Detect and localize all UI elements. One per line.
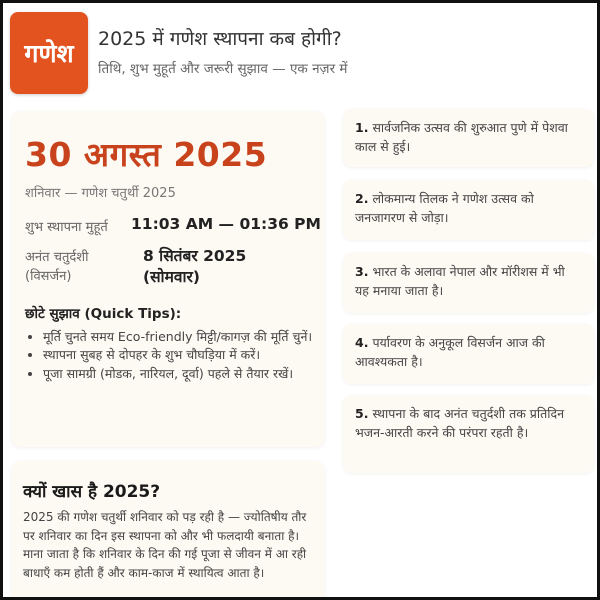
fact-number: 1. [355,120,369,135]
tip-item: • स्थापना सुबह से दोपहर के शुभ चौघड़िया में करें। [43,346,313,363]
why-card [11,461,325,600]
date-card [11,111,325,447]
muhurat-value: 11:03 AM — 01:36 PM [131,215,321,233]
visarjan-label-line1: अनंत चतुर्दशी [25,250,89,265]
logo: गणेश [10,12,88,94]
why-body: 2025 की गणेश चतुर्थी शनिवार को पड़ रही है — ज्योतिषीय तौर पर शनिवार का दिन इस स्थापना को और भी फलदायी बनाता है। माना जाता है कि शनिवार के दिन की गई पूजा से जीवन में आ रही बाधाएँ कम होती हैं और काम-काज में स्थायित्व आता है। [23,510,307,580]
visarjan-date: 8 सितंबर 2025 [143,247,247,265]
day-line: शनिवार — गणेश चतुर्थी 2025 [25,186,176,201]
muhurat-label: शुभ स्थापना मुहूर्त [25,220,108,235]
visarjan-day: (सोमवार) [143,267,200,286]
fact-number: 4. [355,335,369,350]
tips-list [43,328,313,383]
fact-number: 5. [355,406,369,421]
tip-item: • पूजा सामग्री (मोडक, नारियल, दूर्वा) पहले से तैयार रखें। [43,365,313,382]
fact-card [343,324,594,384]
fact-text: सार्वजनिक उत्सव की शुरुआत पुणे में पेशवा काल से हुई। [355,120,568,154]
main-date: 30 अगस्त 2025 [25,135,268,174]
fact-text: भारत के अलावा नेपाल और मॉरीशस में भी यह मनाया जाता है। [355,264,565,298]
fact-card [343,109,594,167]
fact-number: 3. [355,264,369,279]
why-title: क्यों खास है 2025? [23,482,161,502]
fact-number: 2. [355,191,369,206]
page-subtitle: तिथि, शुभ मुहूर्त और जरूरी सुझाव — एक नज़र में [98,61,348,77]
tip-item: • मूर्ति चुनते समय Eco-friendly मिट्टी/कागज़ की मूर्ति चुनें। [43,328,313,345]
fact-text: पर्यावरण के अनुकूल विसर्जन आज की आवश्यकता है। [355,335,545,369]
fact-text: लोकमान्य तिलक ने गणेश उत्सव को जनजागरण से जोड़ा। [355,191,534,225]
page-title: 2025 में गणेश स्थापना कब होगी? [98,28,342,50]
fact-card [343,253,594,313]
visarjan-label-line2: (विसर्जन) [25,268,72,284]
visarjan-label [25,249,125,287]
header [6,6,598,98]
fact-card [343,395,594,473]
fact-text: स्थापना के बाद अनंत चतुर्दशी तक प्रतिदिन भजन-आरती करने की परंपरा रहती है। [355,406,565,440]
visarjan-value [143,246,246,288]
tips-heading: छोटे सुझाव (Quick Tips): [25,306,182,322]
fact-card [343,180,594,240]
